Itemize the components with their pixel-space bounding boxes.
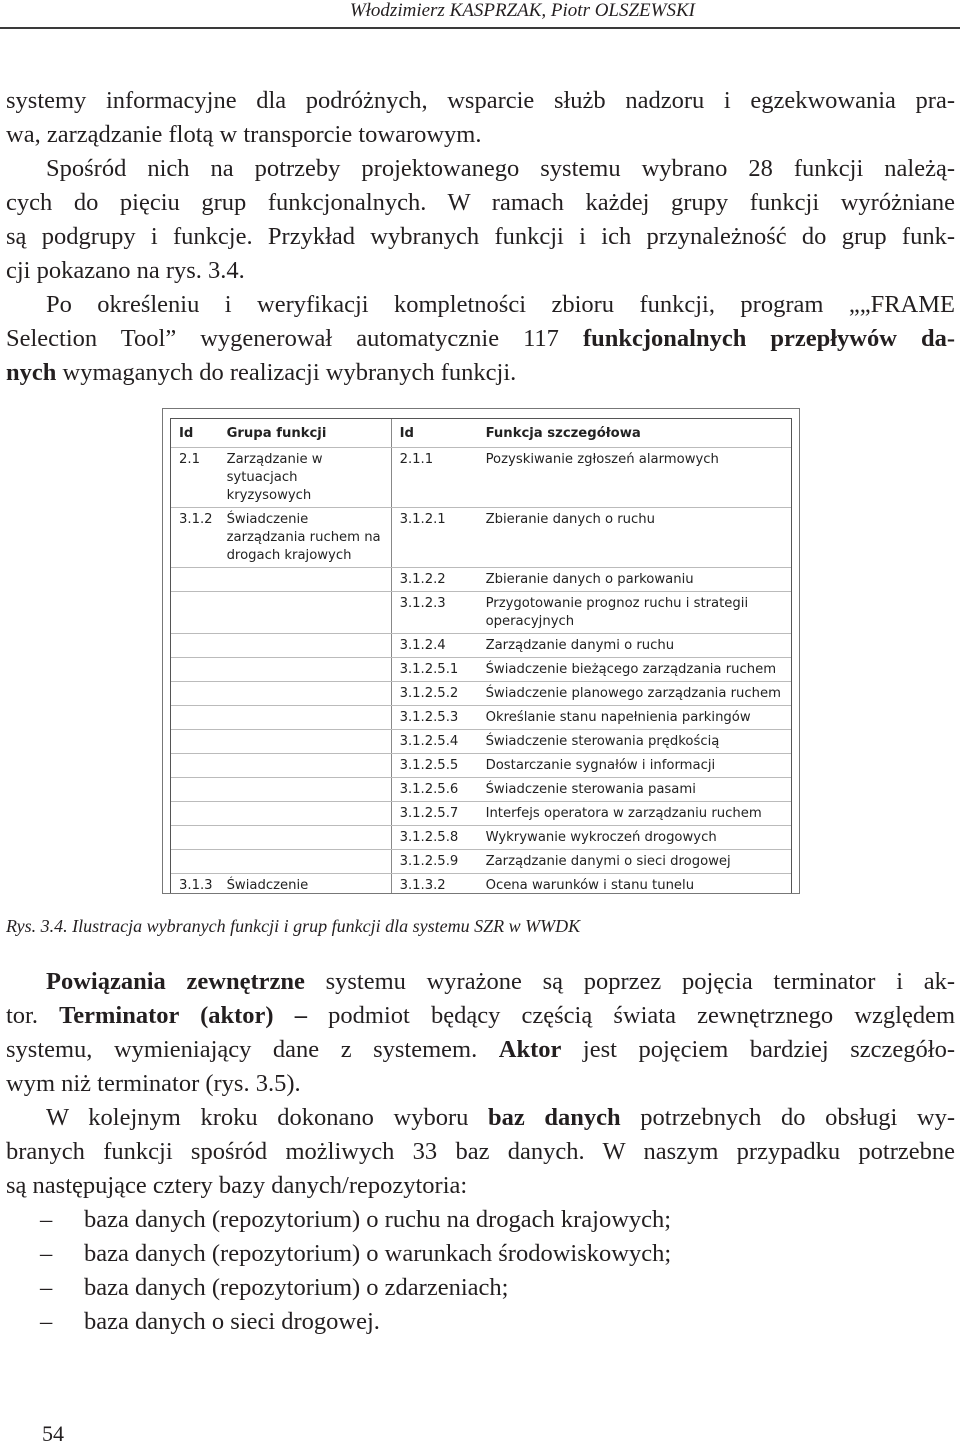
cell-group-id [171,706,219,730]
cell-function-id: 3.1.2.4 [391,634,478,658]
figure-3-4 [162,408,800,894]
text-line: Spośród nich na potrzeby projektowanego systemu wybrano 28 funkcji należą- [46,155,955,182]
cell-function-id: 3.1.3.2 [391,874,478,894]
cell-group-name [219,706,392,730]
table-row [171,568,792,592]
paragraph-3 [6,288,955,390]
cell-function-id: 3.1.2.5.4 [391,730,478,754]
table-row [171,706,792,730]
list-dash: – [40,1240,53,1267]
cell-function-name: Wykrywanie wykroczeń drogowych [478,826,792,850]
table-row [171,508,792,568]
table-row [171,754,792,778]
cell-function-name: Świadczenie sterowania pasami [478,778,792,802]
text-run: wymaganych do realizacji wybranych funkcji. [56,359,517,386]
cell-group-name [219,592,392,634]
cell-function-name: Przygotowanie prognoz ruchu i strategii operacyjnych [478,592,792,634]
text-line: cji pokazano na rys. 3.4. [6,257,245,284]
column-header-function-id: Id [391,419,478,448]
text-run: tor. [6,1002,60,1029]
table-row [171,778,792,802]
text-run: Selection Tool” wygenerował automatycznie 117 [6,325,583,352]
list-item-text: baza danych o sieci drogowej. [84,1308,380,1335]
bold-term: Aktor [498,1036,562,1063]
cell-function-name: Zarządzanie danymi o ruchu [478,634,792,658]
paragraph-2 [6,152,955,288]
list-item-text: baza danych (repozytorium) o ruchu na drogach krajowych; [84,1206,672,1233]
cell-group-name [219,568,392,592]
cell-group-id [171,592,219,634]
text-line: są podgrupy i funkcje. Przykład wybranych funkcji i ich przynależność do grup funk- [6,223,955,250]
text-line: Po określeniu i weryfikacji kompletności zbioru funkcji, program „„FRAME [46,291,955,318]
text-line: wym niż terminator (rys. 3.5). [6,1070,301,1097]
list-item [40,1305,671,1339]
cell-group-name [219,730,392,754]
table-row [171,826,792,850]
bold-term: nych [6,359,57,386]
cell-function-id: 3.1.2.5.1 [391,658,478,682]
list-item [40,1203,671,1237]
text-run: W kolejnym kroku dokonano wyboru [46,1104,488,1131]
text-run: podmiot będący częścią świata zewnętrznego względem [306,1002,955,1029]
list-dash: – [40,1308,53,1335]
cell-function-id: 3.1.2.5.6 [391,778,478,802]
cell-group-id: 3.1.2 [171,508,219,568]
cell-group-id [171,778,219,802]
text-line: wa, zarządzanie flotą w transporcie towarowym. [6,121,482,148]
cell-function-name: Określanie stanu napełnienia parkingów [478,706,792,730]
text-line: są następujące cztery bazy danych/repozytoria: [6,1172,468,1199]
cell-function-name: Świadczenie sterowania prędkością [478,730,792,754]
paragraph-4 [6,965,955,1101]
cell-function-id: 3.1.2.3 [391,592,478,634]
table-row [171,592,792,634]
text-line [6,1101,955,1135]
column-header-id: Id [171,419,219,448]
table-body [171,448,792,894]
list-item-text: baza danych (repozytorium) o warunkach środowiskowych; [84,1240,672,1267]
table-row [171,448,792,508]
table-row [171,682,792,706]
cell-function-name: Świadczenie planowego zarządzania ruchem [478,682,792,706]
cell-group-id [171,826,219,850]
paragraph-1 [6,84,955,152]
column-header-function: Funkcja szczegółowa [478,419,792,448]
text-line [6,356,955,390]
bold-term: baz danych [488,1104,621,1131]
cell-group-name [219,658,392,682]
cell-function-id: 3.1.2.5.8 [391,826,478,850]
cell-group-name [219,754,392,778]
cell-function-name: Zbieranie danych o ruchu [478,508,792,568]
figure-caption: Rys. 3.4. Ilustracja wybranych funkcji i grup funkcji dla systemu SZR w WWDK [6,916,581,936]
cell-function-id: 2.1.1 [391,448,478,508]
cell-function-name: Ocena warunków i stanu tunelu [478,874,792,894]
cell-group-id [171,730,219,754]
table-row [171,634,792,658]
column-header-group: Grupa funkcji [219,419,392,448]
list-item-text: baza danych (repozytorium) o zdarzeniach; [84,1274,509,1301]
cell-group-name: Świadczenie zarządzania ruchem na drogach krajowych [219,508,392,568]
cell-group-name [219,850,392,874]
cell-function-id: 3.1.2.1 [391,508,478,568]
text-run: systemu, wymieniający dane z systemem. [6,1036,499,1063]
text-run: jest pojęciem bardziej szczegóło- [561,1036,955,1063]
list-dash: – [40,1274,53,1301]
functions-table [171,419,792,893]
cell-function-name: Zbieranie danych o parkowaniu [478,568,792,592]
paragraph-5 [6,1101,955,1203]
bold-term: funkcjonalnych przepływów da- [582,325,956,352]
cell-function-id: 3.1.2.5.7 [391,802,478,826]
figure-table-frame [170,418,792,893]
cell-function-name: Świadczenie bieżącego zarządzania ruchem [478,658,792,682]
header-authors: Włodzimierz KASPRZAK, Piotr OLSZEWSKI [349,0,695,21]
list-item [40,1271,671,1305]
bold-term: Powiązania zewnętrzne [46,968,305,995]
cell-function-name: Dostarczanie sygnałów i informacji [478,754,792,778]
running-header [0,0,960,29]
cell-function-id: 3.1.2.5.3 [391,706,478,730]
cell-group-id: 3.1.3 [171,874,219,894]
text-line [6,322,955,356]
text-line: branych funkcji spośród możliwych 33 baz danych. W naszym przypadku potrzebne [6,1138,955,1165]
cell-group-id [171,682,219,706]
cell-group-name [219,778,392,802]
cell-group-name [219,826,392,850]
cell-function-name: Interfejs operatora w zarządzaniu ruchem [478,802,792,826]
cell-group-id [171,658,219,682]
cell-group-name [219,634,392,658]
text-line [6,1033,955,1067]
table-row [171,730,792,754]
cell-group-id [171,850,219,874]
page-number: 54 [42,1421,64,1446]
cell-group-id [171,568,219,592]
cell-function-id: 3.1.2.5.2 [391,682,478,706]
text-line: systemy informacyjne dla podróżnych, wsparcie służb nadzoru i egzekwowania pra- [6,87,955,114]
cell-group-id: 2.1 [171,448,219,508]
cell-function-id: 3.1.2.2 [391,568,478,592]
list-item [40,1237,671,1271]
table-row [171,658,792,682]
cell-function-name: Pozyskiwanie zgłoszeń alarmowych [478,448,792,508]
cell-group-id [171,634,219,658]
table-header-row [171,419,792,448]
cell-group-name: Zarządzanie w sytuacjach kryzysowych [219,448,392,508]
bold-term: Terminator (aktor) – [59,1002,307,1029]
cell-group-name: Świadczenie [219,874,392,894]
list-dash: – [40,1206,53,1233]
table-row [171,874,792,894]
text-line [6,999,955,1033]
text-line: cych do pięciu grup funkcjonalnych. W ramach każdej grupy funkcji wyróżniane [6,189,955,216]
cell-group-id [171,802,219,826]
cell-function-name: Zarządzanie danymi o sieci drogowej [478,850,792,874]
database-list [40,1203,671,1339]
text-run: potrzebnych do obsługi wy- [620,1104,955,1131]
text-run: systemu wyrażone są poprzez pojęcia terminator i ak- [304,968,956,995]
cell-function-id: 3.1.2.5.9 [391,850,478,874]
cell-function-id: 3.1.2.5.5 [391,754,478,778]
cell-group-name [219,802,392,826]
table-row [171,802,792,826]
text-line [6,965,955,999]
cell-group-name [219,682,392,706]
cell-group-id [171,754,219,778]
table-row [171,850,792,874]
